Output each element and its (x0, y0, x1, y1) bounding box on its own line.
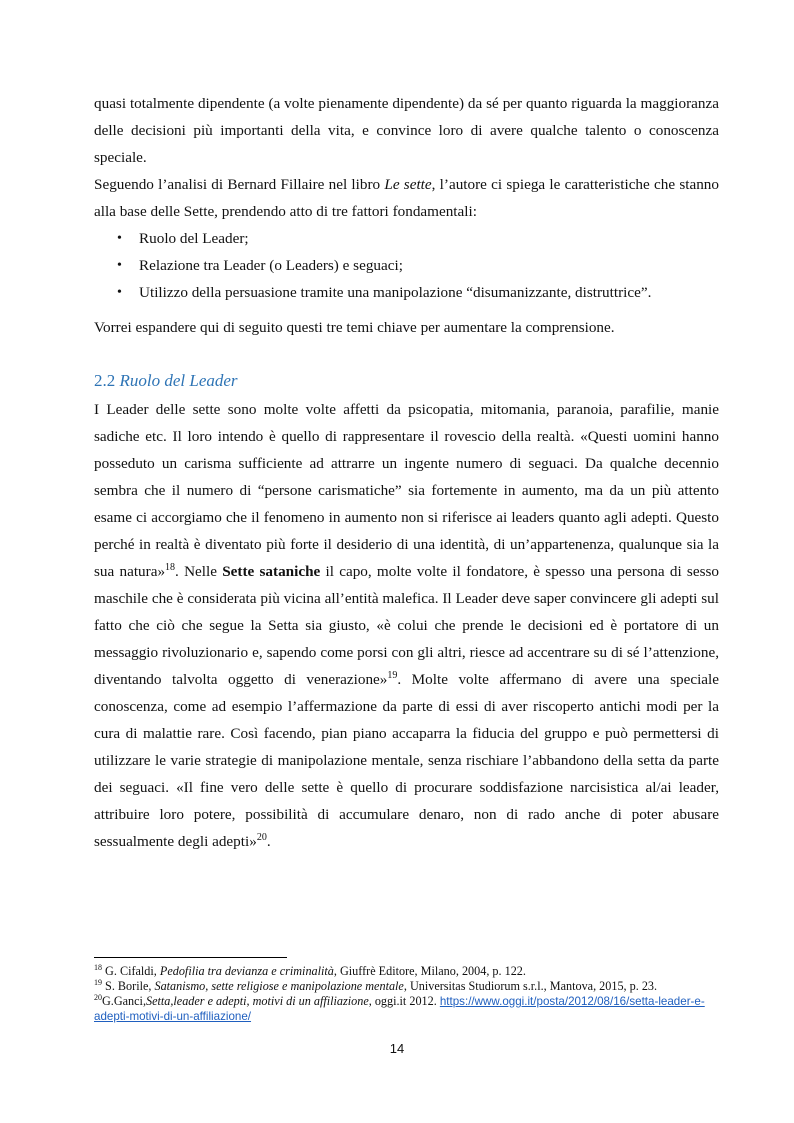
footnote-20 (94, 994, 719, 1024)
book-title: Le sette (384, 176, 432, 193)
footnote-18 (94, 964, 719, 979)
section-number: 2.2 (94, 371, 116, 390)
section-title: Ruolo del Leader (119, 371, 238, 390)
list-item-text: Ruolo del Leader; (139, 230, 249, 247)
footnote-19 (94, 979, 719, 994)
section-heading (94, 369, 719, 393)
paragraph-intro-1: quasi totalmente dipendente (a volte pienamente dipendente) da sé per quanto riguarda la maggioranza delle decisioni più importanti della vita, e convince loro di avere qualche talento o conoscenza speciale. (94, 95, 719, 166)
bullet-icon: • (117, 258, 122, 273)
body-text: . (266, 833, 271, 850)
body-text: il capo, molte volte il fondatore, è spesso una persona di sesso maschile che è considerata più vicina all’entità malefica. Il Leader deve saper convincere gli adepti sul fatto che ciò che segue la Setta sia giusto, «è colui che prende le decisioni ed è portatore di un messaggio rivoluzionario e, sapendo come porsi con gli altri, riesce ad accentrare su di sé l’attenzione, diventando talvolta oggetto di venerazione» (94, 563, 719, 688)
footnote-text: , Universitas Studiorum s.r.l., Mantova, 2015, p. 23. (403, 979, 658, 993)
paragraph-intro-2 (94, 171, 719, 225)
body-text: . Molte volte affermano di avere una speciale conoscenza, come ad esempio l’affermazione da parte di essi di aver riscoperto antichi modi per la cura di malattie rare. Così facendo, pian piano accaparra la fiducia del gruppo e può permettersi di utilizzare le varie strategie di manipolazione mentale, senza rischiare l’abbandono della setta da parte dei seguaci. «Il fine vero delle sette è quello di procurare soddisfazione narcisistica al/ai leader, attribuire loro potere, possibilità di accumulare denaro, non di rado anche di poter abusare sessualmente degli adepti» (94, 671, 719, 850)
footnote-divider (94, 957, 287, 958)
footnote-text: , Giuffrè Editore, Milano, 2004, p. 122. (333, 964, 526, 978)
body-text: I Leader delle sette sono molte volte affetti da psicopatia, mitomania, paranoia, parafilie, manie sadiche etc. Il loro intendo è quello di rappresentare il rovescio della realtà. «Questi uomini hanno posseduto un carisma sufficiente ad attrarre un ingente numero di seguaci. Da qualche decennio sembra che il numero di “persone carismatiche” sia fortemente in aumento, ma da un più attento esame ci accorgiamo che il fenomeno in aumento non si riferisce ai leaders quanto agli adepti. Questo perché in realtà è diventato più forte il desiderio di una identità, di un’appartenenza, qualunque sia la sua natura» (94, 401, 719, 580)
footnote-number: 18 (94, 962, 102, 972)
footnotes (94, 957, 719, 1024)
footnote-title: Setta,leader e adepti, motivi di un affiliazione (146, 994, 369, 1008)
footnote-text: G.Ganci, (102, 994, 146, 1008)
intro-text: , l’autore ci spiega le caratteristiche che stanno alla base delle Sette, prendendo atto di tre fattori fondamentali: (94, 176, 719, 220)
body-text: . Nelle (175, 563, 223, 580)
footnote-ref-19[interactable]: 19 (387, 669, 398, 681)
bullet-icon: • (117, 231, 122, 246)
footnote-number: 19 (94, 977, 102, 987)
footnote-title: Satanismo, sette religiose e manipolazione mentale (154, 979, 404, 993)
bullet-list (94, 225, 719, 306)
footnote-ref-18[interactable]: 18 (165, 561, 176, 573)
list-item (94, 225, 719, 252)
list-item-text: Utilizzo della persuasione tramite una manipolazione “disumanizzante, distruttrice”. (139, 284, 652, 301)
bullet-icon: • (117, 285, 122, 300)
footnote-title: Pedofilia tra devianza e criminalità (159, 964, 334, 978)
page-body (94, 90, 719, 855)
bold-term: Sette sataniche (222, 563, 321, 580)
footnote-link[interactable]: https://www.oggi.it/posta/2012/08/16/setta-leader-e-adepti-motivi-di-un-affiliazione/ (94, 995, 705, 1023)
paragraph-closing: Vorrei espandere qui di seguito questi tre temi chiave per aumentare la comprensione. (94, 319, 615, 336)
footnote-text: S. Borile, (102, 979, 155, 993)
intro-text: Seguendo l’analisi di Bernard Fillaire nel libro (94, 176, 385, 193)
footnote-number: 20 (94, 992, 102, 1002)
footnote-text: , oggi.it 2012. (368, 994, 440, 1008)
paragraph-section-body (94, 396, 719, 855)
list-item-text: Relazione tra Leader (o Leaders) e seguaci; (139, 257, 403, 274)
list-item (94, 279, 719, 306)
footnote-ref-20[interactable]: 20 (256, 831, 267, 843)
page-number: 14 (389, 1041, 405, 1056)
footnote-text: G. Cifaldi, (102, 964, 160, 978)
list-item (94, 252, 719, 279)
